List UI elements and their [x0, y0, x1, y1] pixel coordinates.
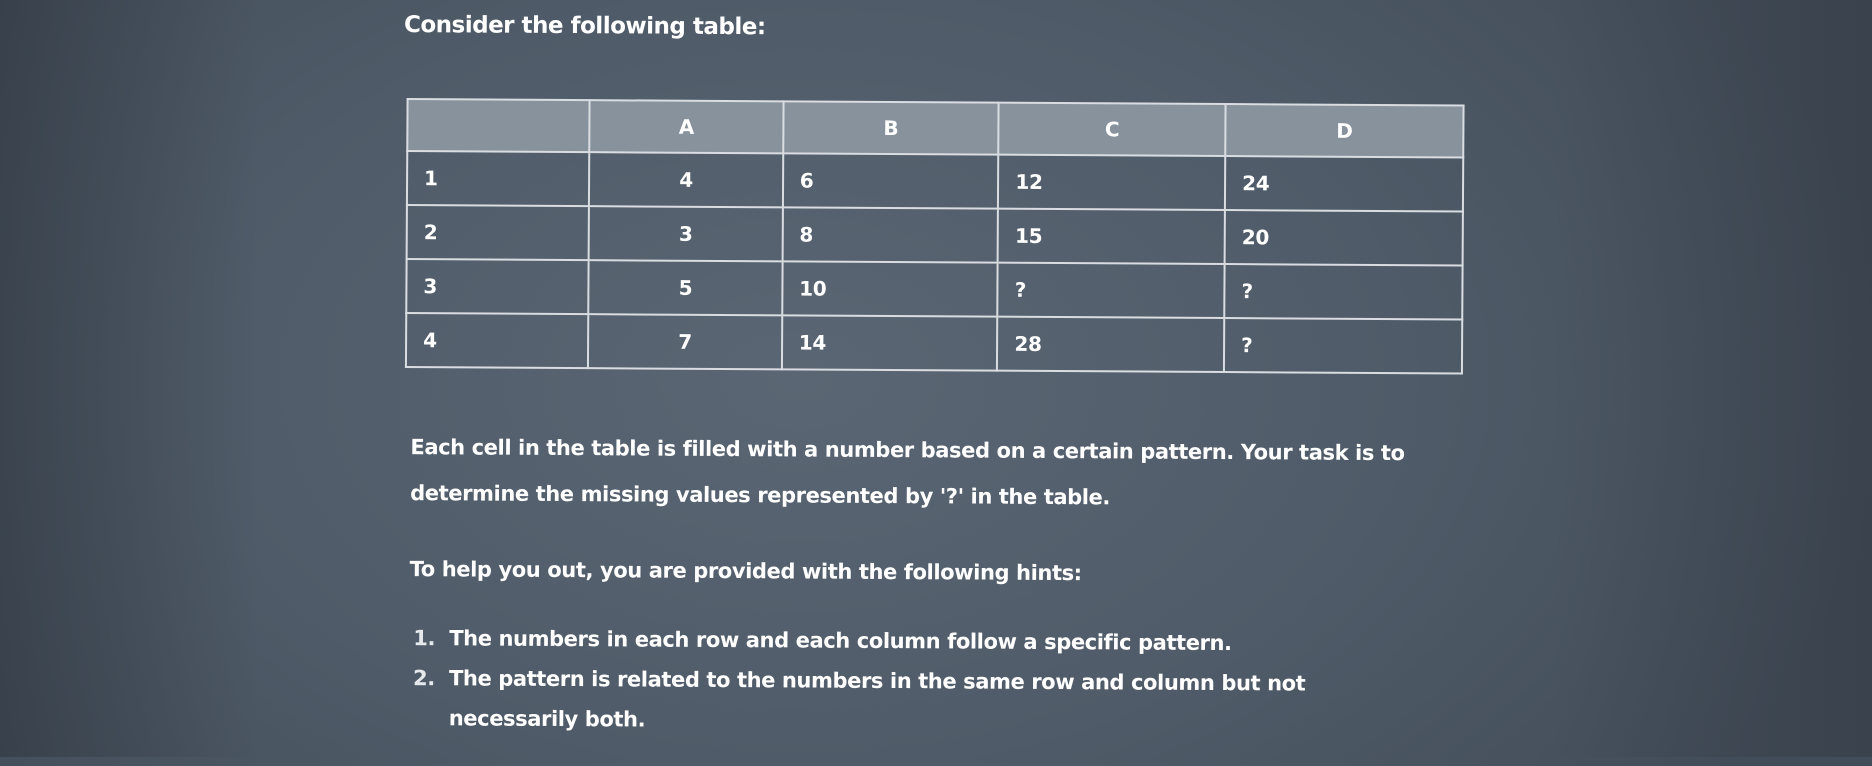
table-cell: ?: [998, 263, 1225, 318]
table-cell: 20: [1225, 210, 1463, 265]
table-cell: 3: [589, 206, 783, 261]
table-header-row: [407, 99, 1463, 157]
header-corner: [407, 99, 590, 152]
header-c: C: [999, 103, 1226, 156]
table-cell: 7: [588, 314, 782, 369]
row-label: 1: [407, 151, 590, 206]
list-item: [409, 658, 1429, 744]
row-label: 3: [406, 259, 589, 314]
header-d: D: [1225, 104, 1463, 157]
row-label: 4: [406, 313, 589, 368]
row-label: 2: [407, 205, 590, 260]
table-cell: 8: [782, 207, 998, 262]
table-row: [406, 259, 1462, 319]
table-row: [407, 205, 1463, 265]
puzzle-table: [405, 98, 1465, 374]
table-cell: 4: [589, 152, 783, 207]
table-cell: 5: [589, 260, 783, 315]
table-cell: 15: [998, 209, 1225, 264]
intro-text: Consider the following table:: [403, 12, 766, 41]
table-cell: 28: [997, 317, 1224, 372]
hint-text: The pattern is related to the numbers in the same row and column but not necessarily both.: [448, 666, 1306, 732]
table-cell: ?: [1224, 318, 1462, 373]
list-marker: 1.: [413, 626, 436, 651]
hints-list: [409, 618, 1430, 744]
list-marker: 2.: [412, 666, 435, 691]
hint-text: The numbers in each row and each column follow a specific pattern.: [449, 626, 1232, 656]
table-cell: ?: [1224, 264, 1462, 319]
table-row: [407, 151, 1463, 211]
list-item: [409, 618, 1429, 664]
table-cell: 24: [1225, 156, 1463, 211]
table-cell: 14: [782, 315, 998, 370]
table-cell: 6: [783, 153, 999, 208]
task-description: Each cell in the table is filled with a number based on a certain pattern. Your task is to determine the missing values represented by '?' in the table.: [410, 435, 1405, 510]
header-a: A: [590, 100, 784, 153]
table-cell: 12: [998, 155, 1225, 210]
table-cell: 10: [782, 261, 998, 316]
table-row: [406, 313, 1462, 373]
hints-intro: To help you out, you are provided with the following hints:: [409, 557, 1082, 586]
header-b: B: [783, 101, 999, 154]
